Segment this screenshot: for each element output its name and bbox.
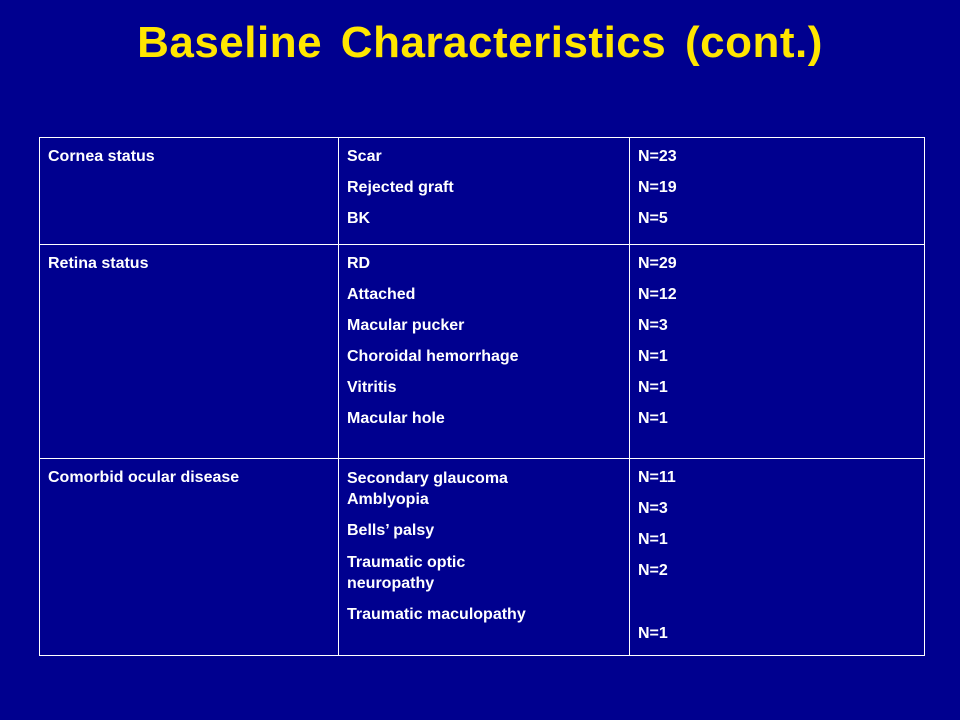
count-value: N=11: [638, 469, 676, 486]
list-item: Scar: [347, 148, 382, 165]
list-item: Amblyopia: [347, 491, 429, 508]
list-item: Attached: [347, 286, 416, 303]
count-value: N=1: [638, 625, 668, 642]
row-label: Cornea status: [48, 148, 155, 165]
slide-title: Baseline Characteristics (cont.): [137, 18, 823, 67]
count-value: N=3: [638, 500, 668, 517]
list-item: Vitritis: [347, 379, 397, 396]
row-label: Comorbid ocular disease: [48, 469, 240, 486]
counts-cell: [630, 459, 925, 656]
count-value: N=5: [638, 210, 668, 227]
list-item: Secondary glaucoma: [347, 470, 508, 487]
spacer: [638, 592, 924, 624]
baseline-characteristics-table: [39, 137, 925, 656]
table-row-comorbid: [40, 459, 925, 656]
table-row-retina: [40, 245, 925, 459]
count-value: N=1: [638, 348, 668, 365]
row-label-cell: [40, 459, 339, 656]
table-row-cornea: [40, 138, 925, 245]
count-value: N=1: [638, 379, 668, 396]
list-item: RD: [347, 255, 371, 272]
counts-cell: [630, 138, 925, 245]
list-item: Traumatic maculopathy: [347, 606, 526, 623]
list-item: Choroidal hemorrhage: [347, 348, 519, 365]
list-item: Macular hole: [347, 410, 445, 427]
row-label-cell: [40, 245, 339, 459]
items-cell: [339, 245, 630, 459]
row-label: Retina status: [48, 255, 149, 272]
list-item: Traumatic optic: [347, 554, 466, 571]
count-value: N=1: [638, 410, 668, 427]
list-item: Macular pucker: [347, 317, 465, 334]
row-label-cell: [40, 138, 339, 245]
count-value: N=23: [638, 148, 677, 165]
count-value: N=12: [638, 286, 677, 303]
count-value: N=2: [638, 562, 668, 579]
items-cell: [339, 459, 630, 656]
list-item: BK: [347, 210, 371, 227]
list-item: Rejected graft: [347, 179, 454, 196]
list-item: neuropathy: [347, 575, 435, 592]
count-value: N=19: [638, 179, 677, 196]
items-cell: [339, 138, 630, 245]
counts-cell: [630, 245, 925, 459]
count-value: N=1: [638, 531, 668, 548]
count-value: N=29: [638, 255, 677, 272]
count-value: N=3: [638, 317, 668, 334]
list-item: Bells’ palsy: [347, 522, 435, 539]
